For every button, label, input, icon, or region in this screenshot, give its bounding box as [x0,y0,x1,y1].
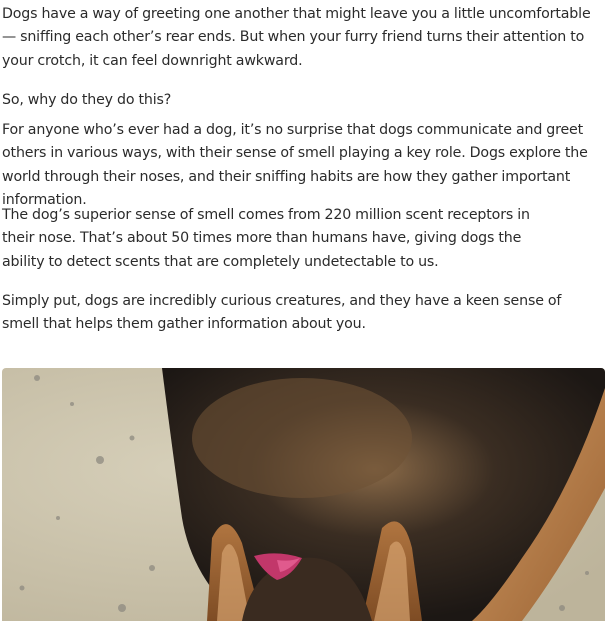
paragraph-question: So, why do they do this? [2,92,172,108]
paragraph-communication: For anyone who’s ever had a dog, it’s no surprise that dogs communicate and greet others in various ways, with their sense of smell playing a key role. Dogs explore the world through their noses, and their sniffing habits are how they gather important information. [2,122,588,208]
paragraph-intro: Dogs have a way of greeting one another that might leave you a little uncomfortable — sniffing each other’s rear ends. But when your furry friend turns their attention to your crotch, it can feel downright awkward. [2,6,591,69]
dog-photo-illustration [2,368,605,621]
article-photo-dog [2,368,605,621]
paragraph-summary: Simply put, dogs are incredibly curious creatures, and they have a keen sense of smell that helps them gather information about you. [2,293,562,333]
paragraph-scent-receptors: The dog’s superior sense of smell comes from 220 million scent receptors in their nose. That’s about 50 times more than humans have, giving dogs the ability to detect scents that are completely undetectable to us. [2,207,530,270]
